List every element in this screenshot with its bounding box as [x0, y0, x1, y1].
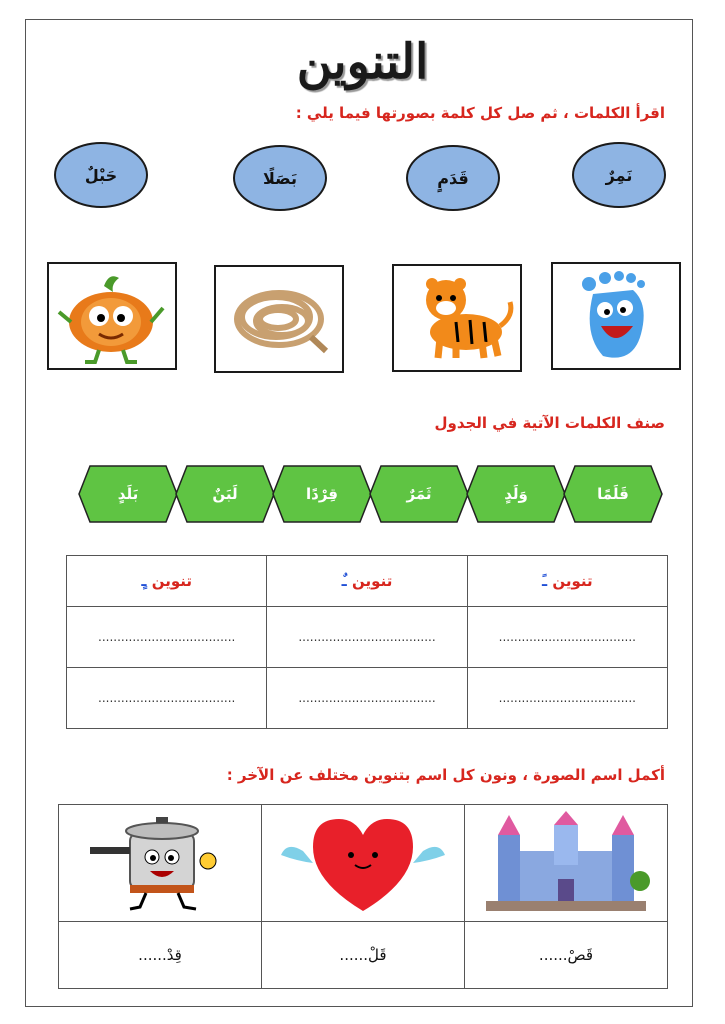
onion-icon	[49, 264, 175, 368]
word-hexagon-row	[78, 465, 663, 523]
rope-picture[interactable]	[214, 265, 344, 373]
word-oval-4[interactable]: نَمِرٌ	[572, 142, 666, 208]
column-header-kasra: تنوين ـٍ	[67, 556, 267, 607]
rope-icon	[216, 267, 342, 371]
answer-blank[interactable]: ....................................	[267, 607, 467, 668]
word-oval-3[interactable]: قَدَمٍ	[406, 145, 500, 211]
word-hexagon-5[interactable]: وَلَدٍ	[466, 465, 566, 523]
onion-picture[interactable]	[47, 262, 177, 370]
classification-table	[66, 555, 668, 729]
word-hexagon-1[interactable]: بَلَدٍ	[78, 465, 178, 523]
pot-cell	[59, 805, 262, 922]
instruction-classify: صنف الكلمات الآتية في الجدول	[434, 414, 665, 432]
foot-icon	[553, 264, 679, 368]
heart-icon	[273, 811, 453, 915]
word-hexagon-3[interactable]: قِرْدًا	[272, 465, 372, 523]
answer-blank[interactable]: ....................................	[467, 607, 667, 668]
page-title: التنوين	[296, 34, 429, 90]
column-header-fatha: تنوين ـً	[467, 556, 667, 607]
instruction-complete: أكمل اسم الصورة ، ونون كل اسم بتنوين مختلف عن الآخر :	[226, 766, 665, 784]
word-oval-2[interactable]: بَصَلًا	[233, 145, 327, 211]
completion-table	[58, 804, 668, 989]
column-header-damma: تنوين ـٌ	[267, 556, 467, 607]
word-hexagon-6[interactable]: قَلَمًا	[563, 465, 663, 523]
answer-blank[interactable]: ....................................	[267, 668, 467, 729]
answer-blank[interactable]: ....................................	[67, 668, 267, 729]
word-blank-heart[interactable]: قَلْ......	[262, 922, 465, 989]
tiger-picture[interactable]	[392, 264, 522, 372]
castle-cell	[465, 805, 668, 922]
pot-icon	[70, 811, 250, 915]
heart-cell	[262, 805, 465, 922]
word-hexagon-2[interactable]: لَبَنٌ	[175, 465, 275, 523]
word-oval-1[interactable]: حَبْلٌ	[54, 142, 148, 208]
foot-picture[interactable]	[551, 262, 681, 370]
instruction-match: اقرأ الكلمات ، ثم صل كل كلمة بصورتها فيما يلي :	[295, 104, 665, 122]
word-hexagon-4[interactable]: ثَمَرٌ	[369, 465, 469, 523]
tiger-icon	[394, 266, 520, 370]
answer-blank[interactable]: ....................................	[67, 607, 267, 668]
word-blank-pot[interactable]: قِدْ......	[59, 922, 262, 989]
castle-icon	[476, 811, 656, 915]
answer-blank[interactable]: ....................................	[467, 668, 667, 729]
word-blank-castle[interactable]: قَصْ......	[465, 922, 668, 989]
